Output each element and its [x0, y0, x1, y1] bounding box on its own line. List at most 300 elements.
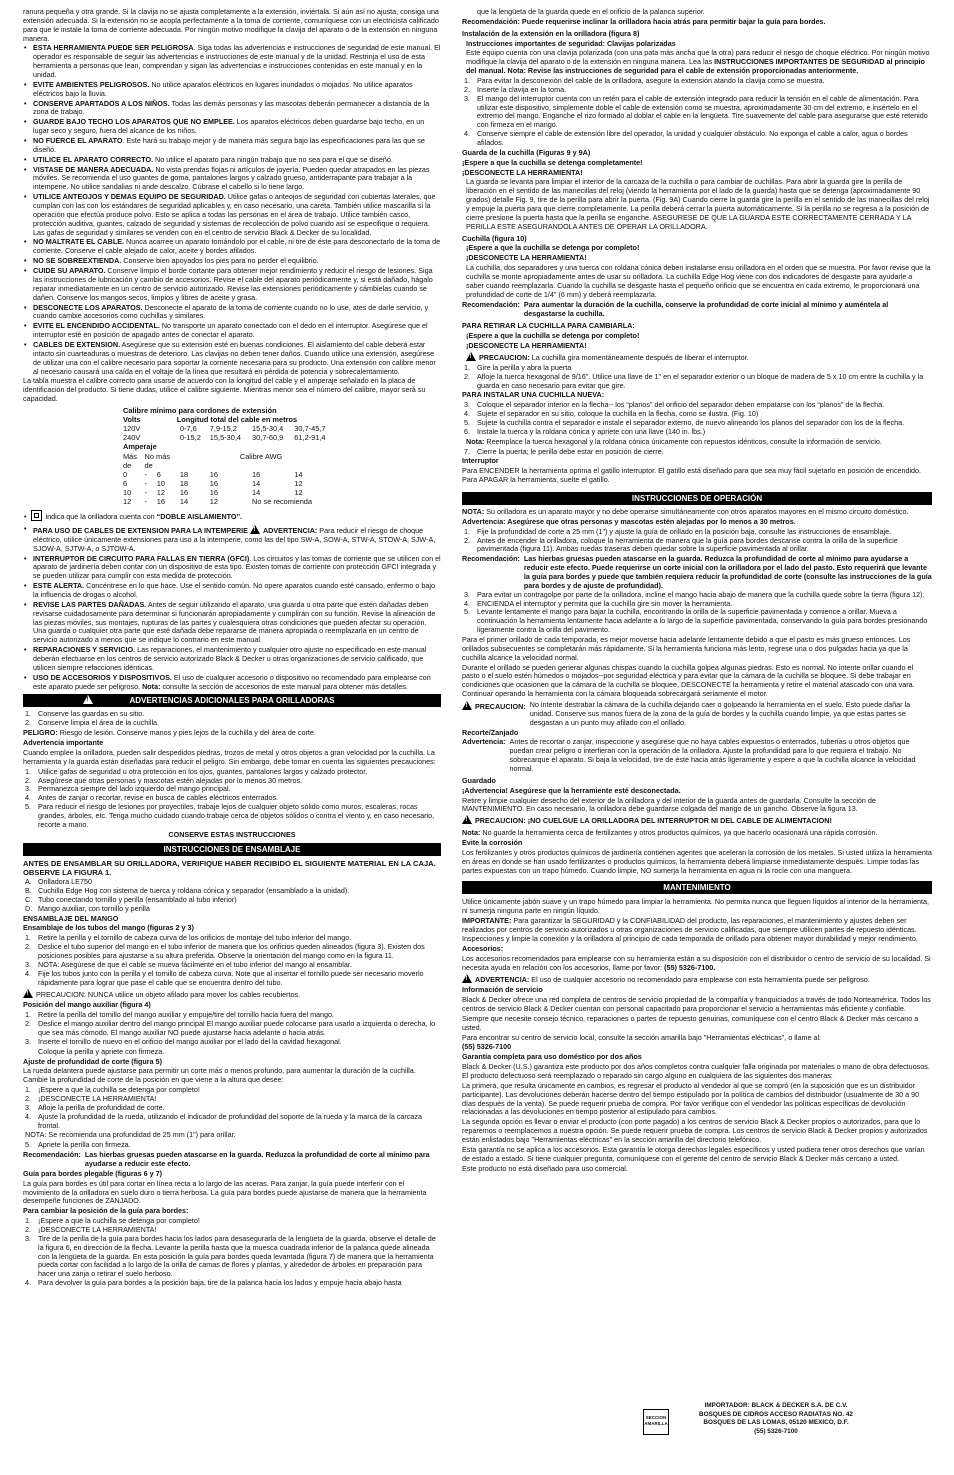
importer-block: [646, 1402, 906, 1437]
warranty-heading: Garantía completa para uso doméstico por dos años: [462, 1052, 642, 1062]
caution-label: PRECAUCION:: [475, 702, 526, 712]
operation-text-1: Para el primer orillado de cada temporada, es mejor moverse hacia adelante lentamente debido a que el pasto es más grueso entonces. Los orillados subsecuentes se completarán más rápidamente. Si la herramienta funciona más lento, regrese una o dos pulgadas hacia ya que la cuchilla alcance la velocidad normal.: [462, 635, 911, 662]
double-insulation-line: • indica que la orilladora cuenta con “DOBLE AISLAMIENTO”.: [24, 512, 243, 522]
list-text: Retire la perilla y el tornillo de cabeza curva de los orificios de montaje del tubo inferior del mango.: [38, 933, 352, 943]
list-item: [462, 130, 932, 148]
bullet-text: El uso de cualquier accesorio o dispositivo no recomendado para emplearse con este aparato puede ser peligroso.: [33, 672, 431, 691]
service-heading: Información de servicio: [462, 985, 543, 995]
list-text: Instale la tuerca y la roldana cónica y apriete con una llave (140 in. lbs.): [477, 426, 706, 436]
list-item: [23, 943, 441, 961]
list-number: 2.: [25, 942, 31, 952]
danger-text: Riesgo de lesión. Conserve manos y pies lejos de la cuchilla y del área de corte.: [57, 728, 316, 738]
section-bar-maintenance: [462, 881, 932, 894]
list-item: [23, 1020, 441, 1038]
table-cell: 10: [123, 487, 132, 497]
install-note-text: Reemplace la tuerca hexagonal y la roldana cónica únicamente con repuestos idénticos, consulte la información de servicio.: [484, 436, 882, 446]
section-bar-label: INSTRUCCIONES DE ENSAMBLAJE: [163, 844, 301, 854]
recommendation-text: Para aumentar la duración de la cuchilla, conserve la profundidad de corte inicial al mínimo y auméntela al desgastarse la cuchilla.: [523, 299, 889, 318]
install-blade-heading: PARA INSTALAR UNA CUCHILLA NUEVA:: [462, 390, 605, 400]
table-cell: 18: [179, 469, 189, 479]
list-text: Orilladora LE750: [38, 877, 92, 887]
table-cell: 16: [252, 469, 261, 479]
caution-label: PRECAUCION:: [479, 352, 530, 362]
table-row: [123, 488, 337, 497]
switch-text: Para ENCENDER la herramienta oprima el gatillo interruptor. El gatillo está diseñado para que sea muy fácil sujetarlo en posición de encendido. Para APAGAR la herramienta, suelte el gatillo.: [462, 466, 922, 485]
list-number: 4.: [25, 968, 31, 978]
extension-subheading: Instrucciones importantes de seguridad: Clavijas polarizadas: [466, 38, 676, 48]
bullet-text: Para reducir el riesgo de choque eléctrico, utilice únicamente extensiones para uso a la intemperie, como las del tipo SW-A, SOW-A, STW-A, STOW-A, SJW-A, SJOW-A, SJTW-A, o SJTOW-A.: [33, 526, 436, 553]
table-row-240v: [123, 433, 337, 442]
list-item: [23, 1235, 441, 1279]
list-text: Utilice gafas de seguridad u otra protección en los ojos, guantes, pantalones largos y calzado protector.: [38, 766, 368, 776]
list-text: Gire la perilla y abra la puerta: [477, 362, 572, 372]
list-number: B.: [25, 886, 32, 896]
aux-handle-tail: Coloque la perilla y apriete con firmeza.: [38, 1046, 165, 1056]
list-text: Sujete la cuchilla contra el separador e instale el separador externo, de nuevo alineando los planos del separador con los de la flecha.: [477, 417, 905, 427]
danger-line: [23, 729, 441, 738]
list-item: [23, 719, 441, 728]
list-item: [23, 341, 441, 376]
depth-note: NOTA: Se recomienda una profundidad de 25 mm (1") para orillar.: [25, 1130, 236, 1140]
important-warning-text: Cuando emplee la orilladora, pueden salir despedidos piedras, trozos de metal y otros objetos a gran velocidad por la cuchilla. La herramienta y la guarda están diseñadas para reducir el peligro. Sin embargo, debe tomar en cuenta las siguientes precauciones:: [23, 747, 436, 766]
trimming-warning: [462, 738, 932, 773]
table-cell: 6: [156, 469, 161, 479]
maintenance-text-2: [462, 917, 932, 944]
list-item: [23, 166, 441, 193]
list-number: 4.: [25, 793, 31, 803]
install-step-7-text: Cierre la puerta; le perilla debe estar en posición de cierre.: [477, 446, 664, 456]
bullet-lead: ESTE ALERTA.: [33, 581, 85, 591]
warning-icon: [462, 701, 472, 710]
service-phone: (55) 5326-7100: [462, 1042, 512, 1052]
list-text: Coloque el separador interior en la flecha-- los “planos” del orificio del separador deben empatarse con los “planos” de la flecha.: [477, 400, 885, 410]
table-cell: 6: [123, 478, 128, 488]
table-cell: 15,5-30,4: [209, 433, 242, 443]
tubes-assembly-list: [23, 934, 441, 987]
list-item: [23, 257, 441, 266]
recommendation-text: Las hierbas gruesas pueden atascarse en la guarda. Reduzca la profundidad de corte al mínimo para ayudarse a reducir este efecto.: [84, 1150, 430, 1168]
table-cell: 30,7-45,7: [294, 424, 326, 434]
recommendation-label: Recomendación:: [462, 299, 520, 309]
bullet-text: Los aparatos eléctricos deben guardarse bajo techo, en un lugar seco y seguro, fuera del alcance de los niños.: [33, 117, 425, 136]
blade-heading: Cuchilla (figura 10): [462, 233, 527, 243]
bullet-lead: CUIDE SU APARATO.: [33, 266, 106, 276]
bullet-text: Utilice gafas o anteojos de seguridad con cubiertas laterales, que cumplan con las con los estándares de seguridad aplicables y, en caso necesario, una careta. También utilice mascarilla si la operación que efectúa produce polvo. Esto se aplica a todas las personas en el área de trabajo. Utilice también casco, protección auditiva, guantes, calzado de seguridad y sistemas de recolección de polvo cuando así se especifique o requiera. Las gafas de seguridad y similares se venden con en el centro de servicio Black & Decker de su localidad.: [33, 192, 436, 237]
list-number: 1.: [25, 1085, 31, 1095]
bullet-lead: EVITE AMBIENTES PELIGROSOS.: [33, 79, 150, 89]
list-number: 4.: [464, 409, 470, 419]
storage-note-text: No guarde la herramienta cerca de fertilizantes y otros productos químicos, ya que hacerlo ocasionará una rápida corrosión.: [480, 828, 878, 838]
list-number: 1.: [25, 709, 31, 719]
list-text: Permanezca siempre del lado izquierdo del mango principal.: [38, 784, 231, 794]
bullet-text: Desconecte el aparato de la toma de corriente cuando no lo use, ates de darle servicio, y cuando cambie accesorios como cuchillas y similares.: [33, 302, 429, 321]
safety-bullets-1: [23, 44, 441, 376]
list-number: 1.: [464, 76, 470, 86]
list-text: ¡Espere a que la cuchilla se detenga por completo!: [38, 1085, 200, 1095]
table-cell: 0-7,6: [179, 424, 197, 434]
bullet-text: No transporte un aparato conectado con el dedo en el interruptor. Asegúrese que el interruptor esté en posición de apagado antes de conectar el aparato.: [33, 321, 428, 340]
list-number: 2.: [25, 775, 31, 785]
table-intro: La tabla muestra el calibre correcto para usarse de acuerdo con la longitud del cable y el amperaje señalado en la placa de identificación del producto. Si tiene dudas, utilice el calibre siguiente. Mientras menor sea el número del calibre, mayor será su capacidad.: [23, 376, 426, 404]
table-nomas: No más: [144, 451, 171, 461]
table-cell: 16: [209, 478, 219, 488]
recommendation-label: Recomendación:: [462, 554, 520, 564]
operation-warning: Advertencia: Asegúrese que otras personas y mascotas estén alejadas por lo menos a 30 metros.: [462, 516, 796, 526]
storage-warning: ¡Advertencia! Asegúrese que la herramiente esté desconectada.: [462, 785, 681, 795]
recommendation-1: [23, 1151, 441, 1169]
list-text: ENCIENDA el interruptor y permita que la cuchilla gire sin mover la herramienta.: [477, 598, 733, 608]
storage-note: [462, 829, 932, 838]
list-text: Fije los tubos junto con la perilla y el tornillo de cabeza curva. Note que al insertar el tornillo puede ser necesario moverlo rápidamente para lograr que pase el cable que se encuentra dentro del tubo.: [38, 968, 424, 987]
list-number: 2.: [464, 84, 470, 94]
extension-heading: Instalación de la extensión en la orilladora (figura 8): [462, 28, 640, 38]
depth-list-5: 5. Apriete la perilla con firmeza.: [23, 1141, 441, 1150]
change-guide-heading: Para cambiar la posición de la guía para bordes:: [23, 1206, 189, 1216]
guard-text: La guarda se levanta para limpiar el interior de la carcaza de la cuchilla o para cambiar de cuchillas. Para abrir la guarda gire la perilla de liberación en el sentido de las manecillas del reloj (viendo la herramienta por el lado de la guarda) hasta que se detenga (aproximadamente 90 grados) detalle Fig. 9, tire de la perilla para abrir la puerta. (Fig. 9A) Cuando cierre la guarda gire la perilla en el sentido de las manecillas del reloj y empuje la puerta para que cierre completamente. La perilla deberá cerrar la puerta automáticamente. Si la perilla no se regresa a la posición de cierre presione la puerta hasta que la perilla se enganche. ASEGURESE DE QUE LA GUARDA ESTE CORRECTAMENTE CERRADA Y LA PERILLA ESTE ASEGURANDOLA ANTES DE OPERAR LA ORILLADORA.: [466, 177, 930, 231]
table-de1: de: [123, 460, 132, 470]
list-item: [23, 1113, 441, 1131]
table-cell: 18: [179, 478, 189, 488]
recommendation-text: Puede requerirse inclinar la orilladora hacia atrás para permitir bajar la guía para bordes.: [521, 16, 826, 26]
list-number: 4.: [464, 129, 470, 139]
service-text-3: Para encontrar su centro de servicio local, consulte la sección amarilla bajo "Herramientas eléctricas", o llame al:: [462, 1032, 822, 1042]
table-amperage-label: Amperaje: [123, 442, 157, 452]
table-de2: de: [144, 460, 153, 470]
list-text: Para evitar la desconexión del cable de la orilladora, asegure la extensión atando la clavija como se muestra.: [477, 76, 825, 86]
table-cell: 14: [252, 487, 261, 497]
table-cell: 14: [252, 478, 261, 488]
table-cell: 14: [179, 497, 189, 507]
list-number: 4.: [464, 598, 470, 608]
blade-text: La cuchilla, dos separadores y una tuerca con roldana cónica deben instalarse ensu orilladora en el orden que se muestra. Por favor revise que la cuchilla se monte apropiadamente antes de usar su orilladora. La cuchilla Edge Hog viene con dos indicadores de desgaste para ayudarle a saber cuando reemplazarla. Cuando la cuchilla se desgaste hasta el pequeño orificio que se encuentra en cada extremo, le proporcionará una profundidad de corte de 1/4" (6 mm) y deberá reemplazarla.: [466, 263, 931, 299]
edge-guide-heading: Guía para bordes plegable (figuras 6 y 7): [23, 1168, 162, 1178]
table-cell: 12: [156, 487, 165, 497]
bullet-text: No utilice aparatos eléctricos en lugares inundados o mojados. No utilice aparatos eléctricos bajo la lluvia.: [33, 79, 413, 98]
blade-wait: ¡Espere a que la cuchilla se detenga por completo!: [466, 243, 640, 253]
extension-text: [462, 49, 932, 76]
importer-line-3: BOSQUES DE LAS LOMAS, 05120 MEXICO, D.F.: [703, 1419, 849, 1427]
trimming-heading: Recorte/Zanjado: [462, 727, 519, 737]
list-item: [23, 238, 441, 256]
list-number: A.: [25, 877, 32, 887]
importer-line-4: (55) 5326-7100: [754, 1427, 798, 1435]
recommendation-2: [462, 301, 932, 319]
table-title: Calibre mínimo para cordones de extensión: [123, 405, 277, 415]
caution-text: No intente destrabar la cámara de la cuchilla dejando caer o golpeando la herramienta en el suelo. Esto puede dañar la unidad. Conserve sus manos fuera de la zona de la guía de bordes y la cuchilla cuando limpie, ya que estas partes se desgastan a un punto muy afilado con el orillado.: [529, 700, 911, 727]
list-item: [23, 525, 441, 554]
edge-guide-text: La guía para bordes es útil para cortar en línea recta a lo largo de las aceras. Para zanjar, la guía puede interferir con el movimiento de la orilladora en suelo duro o tierra herbosa. La guía para bordes puede ajustarse de manera que la herramienta desempeñe funciones de ZANJADO.: [23, 1178, 427, 1206]
warning-icon: [462, 815, 472, 824]
depth-heading: Ajuste de profundidad de corte (figura 5): [23, 1056, 162, 1066]
list-number: D.: [25, 903, 33, 913]
table-cell: No se recomienda: [252, 497, 313, 507]
install-step-7: 7. Cierre la puerta; le perilla debe estar en posición de cierre.: [462, 448, 932, 457]
table-cell: 10: [156, 478, 165, 488]
caution-line-1: [23, 989, 441, 1000]
recommendation-label: Recomendación:: [23, 1150, 81, 1160]
double-insulation-text: indica que la orilladora cuenta con: [45, 512, 157, 522]
bullet-text: No vista prendas flojas ni artículos de joyería. Pueden quedar atrapados en las piezas móviles. Se recomienda el uso guantes de goma, pantalones largos y calzado grueso, antiderrapante para trabajar a la intemperie. No utilice sandalias ni ande descalzo. Cúbrase el cabello si lo tiene largo.: [33, 164, 430, 192]
danger-label: PELIGRO:: [23, 728, 58, 738]
list-item: [23, 137, 441, 155]
bullet-text: Asegúrese que su extensión esté en buenas condiciones. El aislamiento del cable deberá estar intacto sin cuarteaduras o muestras de deterioro. Las clavijas no deben tener daños. Cuando utilice una extensión, asegúrese de utilizar una con el calibre necesario para soportar la corriente necesaria para su producto. Una extensión con calibre menor al necesario causará una caída en el voltaje de la línea que resultará en pérdida de potencia y sobrecalentamiento.: [33, 339, 436, 376]
bullet-lead: NO SE SOBREEXTIENDA.: [33, 256, 122, 266]
list-text: Fije la profundidad de corte a 25 mm (1") y ajuste la guía de orillado en la posición baja, consulte las instrucciones de ensamblaje.: [477, 526, 892, 536]
caution-line-4: [462, 815, 932, 826]
list-number: 1.: [25, 933, 31, 943]
extension-text-b: INSTRUCCIONES IMPORTANTES DE SEGURIDAD al principio del manual. Nota: Revise las instrucciones de seguridad para el cable de extensión proporcionadas anteriormente.: [466, 57, 925, 76]
bullet-lead: CONSERVE APARTADOS A LOS NIÑOS.: [33, 98, 170, 108]
right-column: [462, 8, 932, 1470]
table-cell: 0-15,2: [179, 433, 201, 443]
bullet-lead: REPARACIONES Y SERVICIO.: [33, 645, 136, 655]
table-cell: 12: [294, 487, 303, 497]
corrosion-text: Los fertilizantes y otros productos químicos de jardinería contienen agentes que aceleran la corrosión de los metales. Si usted utiliza la herramienta en áreas en donde se han usado fertilizantes o productos químicos, la herramienta deberá limpiarse inmediatamente después. Limpie todas las partes expuestas con un trapo húmedo. Cuando limpie, NO sumerja la herramienta en agua ni la rocíe con una manguera.: [462, 847, 932, 875]
handle-assembly-heading: ENSAMBLAJE DEL MANGO: [23, 913, 119, 923]
list-number: 4.: [25, 1278, 31, 1288]
list-text: Sujete el separador en su sitio, coloque la cuchilla en la flecha, como se ilustra. (Fig. 10): [477, 409, 759, 419]
list-item: [23, 322, 441, 340]
operation-note-label: NOTA:: [462, 506, 485, 516]
service-text-2: Siempre que necesite consejo técnico, reparaciones o partes de repuesto genuinas, comuníquese con el centro Black & Decker más cercano a usted.: [462, 1013, 919, 1032]
operation-note-text: Su orilladora es un aparato mayor y no debe operarse simultáneamente con otros aparatos mayores en el mismo circuito doméstico.: [484, 506, 909, 516]
extension-list: [462, 77, 932, 148]
bullet-lead: PARA USO DE CABLES DE EXTENSION PARA LA INTEMPERIE: [33, 526, 248, 536]
list-item: [23, 582, 441, 600]
list-item: [23, 100, 441, 118]
list-number: 4.: [25, 1111, 31, 1121]
aux-handle-heading: Posición del mango auxiliar (figura 4): [23, 1000, 151, 1010]
list-text: Conserve limpia el área de la cuchilla.: [38, 718, 160, 728]
list-text: Asegúrese que otras personas y mascotas estén alejadas por lo menos 30 metros.: [38, 775, 303, 785]
caution-text: PRECAUCION: ¡NO CUELGUE LA ORILLADORA DEL INTERRUPTOR NI DEL CABLE DE ALIMENTACION!: [475, 816, 832, 826]
before-assembly-heading: ANTES DE ENSAMBLAR SU ORILLADORA, VERIFIQUE HABER RECIBIDO EL SIGUIENTE MATERIAL EN LA CAJA. OBSERVE LA FIGURA 1.: [23, 858, 436, 877]
list-item: [23, 193, 441, 237]
list-text: Afloje la tuerca hexagonal de 9/16". Utilice una llave de 1" en el separador exterior o un bloque de madera de 5 x 10 cm entre la cuchilla y la guarda en caso necesario para evitar que gire.: [477, 371, 924, 390]
list-text: Para devolver la guía para bordes a la posición baja, tire de la palanca hacia los lados y empuje hacia abajo hasta: [38, 1278, 402, 1288]
bullet-note-text: consulte la sección de accesorios de este manual para obtener más detalles.: [160, 681, 408, 691]
table-cell: 7,9-15,2: [209, 424, 237, 434]
list-number: 2.: [25, 1093, 31, 1103]
recommendation-label: Recomendación:: [462, 16, 520, 26]
corrosion-heading: Evite la corrosión: [462, 838, 523, 848]
section-bar-label: MANTENIMIENTO: [663, 883, 731, 893]
bullet-text: . Siga todas las advertencias e instrucciones de seguridad de este manual. El operador es responsable de seguir las advertencias e instrucciones de este manual y de la unidad. Restrinja el uso de esta herramienta a personas que lean, comprendan y sigan las advertencias e instrucciones contenidas en este manual y en la unidad.: [33, 43, 441, 80]
list-text: Mango auxiliar, con tornillo y perilla: [38, 903, 150, 913]
table-cell: 61,2-91,4: [294, 433, 326, 443]
list-item: [462, 537, 932, 555]
list-number: 2.: [464, 371, 470, 381]
table-cell: 0: [123, 469, 128, 479]
guard-heading: Guarda de la cuchilla (Figuras 9 y 9A): [462, 147, 591, 157]
install-note: [462, 438, 932, 447]
service-text-1: Black & Decker ofrece una red completa de centros de servicio propiedad de la compañía y franquiciados a través de todo Norteamérica. Todos los centros de servicio Black & Decker cuentan con personal capacitado para proporcionar el servicio a herramientas más eficiente y confiable.: [462, 995, 931, 1013]
list-item: [23, 555, 441, 582]
bullet-text: Antes de seguir utilizando el aparato, una guarda u otra parte que estén dañadas deben revisarse cuidadosamente para determinar si funcionarán apropiadamente y cumplirán con su función. Revise la alineación de las piezas móviles, sus montajes, rupturas de las partes y cualesquiera otras condiciones que pueden afectar su operación. Una guarda o cualquier otra parte que esté dañada debe repararse de manera apropiada o reemplazarla en un centro de servicio autorizado a menos que se indique lo contrario en este manual.: [33, 599, 436, 645]
list-text: ¡Espere a que la cuchilla se detenga por completo!: [38, 1216, 200, 1226]
bullet-lead: ESTA HERRAMIENTA PUEDE SER PELIGROSA: [33, 43, 194, 53]
list-text: Antes de encender la orilladora, coloque la herramienta de manera que la guía para bordes descanse contra la orilla de la superficie pavimentada (figura 11). Ambas ruedas traseras deben quedar sobre la superficie pavimentada al orillar.: [477, 535, 898, 554]
intro-paragraph: ranura pequeña y otra grande. Si la clavija no se ajusta completamente a la extensión, inviértala. Si aún así no ajusta, consiga una extensión adecuada. Si la extensión no se acopla perfectamente a la toma de corriente, comuníquese con un electricista calificado para que le instale la toma de corriente adecuada. Por ningún motivo modifique la clavija del aparato o de la extensión en ninguna manera.: [23, 8, 439, 43]
left-column: [23, 8, 441, 1470]
list-item: [23, 118, 441, 136]
warranty-text-5: Este producto no está diseñado para uso comercial.: [462, 1163, 628, 1173]
list-number: C.: [25, 894, 33, 904]
list-number: 5.: [464, 607, 470, 617]
warning-text: El uso de cualquier accesorio no recomendado para emplearse con esta herramienta puede ser peligroso.: [529, 975, 870, 985]
table-cell: 30,7-60,9: [252, 433, 284, 443]
importer-line-1: IMPORTADOR: BLACK & DECKER S.A. DE C.V.: [704, 1402, 848, 1409]
section-bar-operation: [462, 492, 932, 505]
table-row-120v: [123, 424, 337, 433]
depth-text: La rueda delantera puede ajustarse para permitir un corte más o menos profundo, para aumentar la duración de la cuchilla. Cambie la profundidad de corte de la posición en que viene a la altura que desee:: [23, 1066, 416, 1085]
remove-wait: ¡Espere a que la cuchilla se detenga por completo!: [466, 331, 640, 341]
accessories-text-a: Los accesorios recomendados para emplearse con su herramienta están a su disposición con el distribuidor o centro de servicio de su localidad. Si necesita ayuda en relación con los accesorios, llame por favor:: [462, 953, 931, 972]
recommendation-text: Las hierbas gruesas pueden atascarse en la guarda. Reduzca la profundidad de corte al mínimo para ayudarse a reducir este efecto. Puede requerirse un corte inicial con la orilladora por el lado del pasto. Esto requerirá que levante la guía para bordes y puede que también requiera reducir la profundidad de corte (consulte las instrucciones de la guía para bordes y de ajuste de profundidad).: [523, 554, 932, 590]
list-text: Para reducir el riesgo de lesiones por proyectiles, trabaje lejos de cualquier objeto sólido como muros, escaleras, rocas grandes, árboles, etc. Tenga mucho cuidado cuando trabaje cerca de objetos sólidos o contra el viento y, en caso necesario, recorte a mano.: [38, 802, 435, 829]
bullet-text: Concéntrese en lo que hace. Use el sentido común. No opere aparatos cuando esté cansado, enfermo o bajo la influencia de drogas o alcohol.: [33, 581, 435, 600]
remove-blade-list: [462, 364, 932, 391]
logo-text: SECCION AMARILLA: [644, 1415, 668, 1426]
trimming-warning-text: Antes de recortar o zanjar, inspeccione y asegúrese que no haya cables expuestos o enterrados, tuberías u otros objetos que puedan crear peligro o interfieran con la operación de la orilladora. Ajuste la profundidad para lo que requiera el trabajo. No sobrecarque el aparato. Si baja la velocidad, tire de éste hacia atrás ligeramente y espere a que la cuchilla alcance la velocidad normal.: [509, 737, 916, 774]
list-item: [23, 304, 441, 322]
aux-handle-list: [23, 1011, 441, 1046]
table-cell: 14: [294, 469, 303, 479]
bullet-lead: CABLES DE EXTENSION.: [33, 339, 121, 349]
accessories-phone: (55) 5326-7100.: [664, 962, 716, 972]
table-cell: -: [144, 497, 148, 507]
caution-text: PRECAUCION: NUNCA utilice un objeto afilado para mover los cables recubiertos.: [36, 990, 301, 1000]
depth-list: [23, 1086, 441, 1130]
tubes-assembly-heading: Ensamblaje de los tubos del mango (figuras 2 y 3): [23, 923, 194, 933]
list-number: 3.: [25, 1233, 31, 1243]
list-number: 1.: [25, 1216, 31, 1226]
list-item: [23, 1279, 441, 1288]
bullet-text: Las reparaciones, el mantenimiento y cualquier otro ajuste no especificado en este manual deberán efectuarse en los centros de servicio autorizado Black & Decker u otras organizaciones de servicio calificado, que utilicen siempre refacciones idénticas.: [33, 645, 427, 672]
section-bar-label: ADVERTENCIAS ADICIONALES PARA ORILLADORAS: [129, 696, 335, 706]
list-text: NOTA: Asegúrese de que el cable se mueva fácilmente en el tubo inferior del mango al ensamblar.: [38, 959, 352, 969]
list-text: Conserve siempre el cable de extensión libre del operador, la unidad y cualquier obstáculo. No exponga el cable a calor, agua o bordes afilados.: [477, 129, 908, 148]
list-number: 1.: [464, 526, 470, 536]
table-cell: 240V: [123, 433, 141, 443]
list-text: Tubo conectando tornillo y perilla (ensamblado al tubo inferior): [38, 894, 237, 904]
materials-list: [23, 878, 441, 913]
warranty-text-4: Esta garantía no se aplica a los accesorios. Esta garantía le otorga derechos legales específicos y usted pudiera tener otros derechos que varían de estado a estado. Si tiene cualquier pregunta, comuníquese con el gerente del centro de servicio Black & Decker más cercano a usted.: [462, 1144, 925, 1163]
continued-text: que la lengüeta de la guarda quede en el orificio de la palanca superior.: [477, 8, 705, 16]
bullet-lead: UTILICE ANTEOJOS Y DEMAS EQUIPO DE SEGURIDAD.: [33, 192, 226, 202]
list-text: Tire de la perilla de la guía para bordes hacia los lados para desasegurarla de la lengüeta de la guarda, observe el detalle de la figura 6, en dirección de la flecha. Levante la perilla hasta que la muesca cuadrada inferior de la palanca quede alineada con la lengüeta de la guarda. En esta posición la guía para bordes queda levantada (figura 7) de manera que la herramienta pueda cortar con facilidad a lo largo de la orilla de camas de flores y plantas, y alrededor de árboles en preparación para hacer una zanja o retirar el suelo herboso.: [38, 1233, 436, 1279]
list-text: Deslice el mango auxiliar dentro del mango principal El mango auxiliar puede colocarse para usarlo a izquierda o derecha, lo que sea más cómodo. El mango auxiliar NO puede ajustarse hacia adelante o hacia atrás.: [38, 1019, 436, 1037]
table-cell: 12: [294, 478, 303, 488]
maintenance-important-label: IMPORTANTE:: [462, 916, 512, 926]
section-bar-additional-warnings: [23, 694, 441, 707]
list-number: 1.: [25, 1010, 31, 1020]
table-cell: 12: [209, 497, 219, 507]
list-item: [23, 646, 441, 673]
install-blade-list: [462, 401, 932, 436]
list-number: 3.: [25, 784, 31, 794]
list-number: 3.: [25, 959, 31, 969]
list-text: El mango del interruptor cuenta con un retén para el cable de extensión integrado para reducir la tensión en el cable de alimentación. Para utilizar este dispositivo, simplemente doble el cable de extensión como se muestra, aproximadamente 30 cm del extremo, e insértelo en el extremo del mango. Enganche el rizo formado al doblar el cable en la lengüeta. Tire suavemente del cable para asegurarse que esté retenido con firmeza en el mango.: [477, 93, 928, 130]
table-cell: 16: [209, 469, 219, 479]
change-guide-list: [23, 1217, 441, 1288]
table-row: [123, 497, 337, 506]
table-volts-label: Volts: [123, 415, 141, 425]
double-insulation-icon: [31, 510, 42, 521]
remove-disconnect: ¡DESCONECTE LA HERRAMIENTA!: [466, 341, 587, 351]
bullet-lead: NO MALTRATE EL CABLE.: [33, 237, 125, 247]
bullet-text: Conserve bien apoyados los pies para no perder el equilibrio.: [121, 256, 319, 266]
list-item: [23, 267, 441, 302]
table-cell: 15,5-30,4: [252, 424, 284, 434]
bullet-lead: NO FUERCE EL APARATO: [33, 136, 123, 146]
safety-bullets-2: [23, 525, 441, 691]
maintenance-text-1: Utilice únicamente jabón suave y un trapo húmedo para limpiar la herramienta. No permita nunca que lleguen líquidos al interior de la herramienta, ni sumerja ninguna parte en ningún líquido.: [462, 897, 930, 916]
table-row: [123, 479, 337, 488]
list-number: 2.: [25, 1224, 31, 1234]
install-note-label: Nota:: [466, 436, 485, 446]
list-text: Conserve las guardas en su sitio.: [38, 709, 145, 719]
warning-icon: [462, 974, 472, 983]
warning-icon: [250, 525, 260, 534]
list-text: Para evitar un contragolpe por parte de la orilladora, incline el mango hacia abajo de manera que la cuchilla quede sobre la tierra (figura 12).: [477, 589, 925, 599]
list-number: 3.: [464, 400, 470, 410]
precautions-list: [23, 768, 441, 830]
warranty-text-3: La segunda opción es llevar o enviar el producto (con porte pagado) a los centros de servicio Black & Decker propios o autorizados, para que lo reparemos o reemplacemos a nuestra opción. Se puede requerir prueba de compra. Los centros de servicio Black & Decker propios y autorizados están enlistados bajo "Herramientas eléctricas" en la sección amarilla del directorio telefónico.: [462, 1117, 928, 1144]
accessories-heading: Accesorios:: [462, 943, 504, 953]
trimming-warning-label: Advertencia:: [462, 737, 506, 747]
list-number: 5.: [25, 802, 31, 812]
warning-label: ADVERTENCIA:: [475, 975, 530, 985]
table-cell: -: [144, 478, 148, 488]
caution-text: La cuchilla gira momentáneamente después de liberar el interruptor.: [529, 352, 749, 362]
list-item: [23, 803, 441, 830]
recommendation-0: [462, 18, 932, 27]
table-calibre-label: Calibre AWG: [239, 451, 283, 461]
importer-line-2: BOSQUES DE CIDROS ACCESO RADIATAS NO. 42: [699, 1410, 853, 1418]
list-item: [462, 608, 932, 635]
table-cell: 16: [179, 487, 189, 497]
list-number: 3.: [464, 589, 470, 599]
list-text: Antes de zanjar o recortar, revise en busca de cables eléctricos enterrados.: [38, 793, 279, 803]
table-cell: 12: [123, 497, 132, 507]
list-number: 3.: [464, 93, 470, 103]
warning-icon: [23, 989, 33, 998]
list-item: [23, 601, 441, 645]
list-number: 6.: [464, 426, 470, 436]
list-item: [23, 674, 441, 692]
table-cell: -: [144, 469, 148, 479]
list-number: 5.: [464, 417, 470, 427]
bullet-lead-2: ADVERTENCIA:: [262, 526, 318, 536]
table-cell: -: [144, 487, 148, 497]
storage-heading: Guardado: [462, 775, 496, 785]
list-text: Deslice el tubo superior del mango en el tubo inferior de manera que los orificios queden alineados (figura 3). Existen dos posiciones posibles para ajustarse a su altura preferida. Observe la orientación del mango como en la figura 11.: [38, 942, 425, 961]
bullet-lead: GUARDE BAJO TECHO LOS APARATOS QUE NO EMPLEE.: [33, 117, 235, 127]
table-cell: 16: [156, 497, 165, 507]
table-cell: 16: [209, 487, 219, 497]
table-mas: Más: [123, 451, 137, 461]
table-cell: 120V: [123, 424, 141, 434]
important-warning-heading: Advertencia importante: [23, 738, 104, 748]
guard-disconnect: ¡DESCONECTE LA HERRAMIENTA!: [462, 167, 583, 177]
accessories-text: [462, 955, 932, 973]
extension-gauge-table: [123, 406, 337, 506]
additional-warnings-list: [23, 710, 441, 728]
list-number: 3.: [25, 1102, 31, 1112]
bullet-lead: INTERRUPTOR DE CIRCUITO PARA FALLAS EN TIERRA (GFCI): [33, 553, 250, 563]
bullet-note-label: Nota:: [142, 681, 161, 691]
